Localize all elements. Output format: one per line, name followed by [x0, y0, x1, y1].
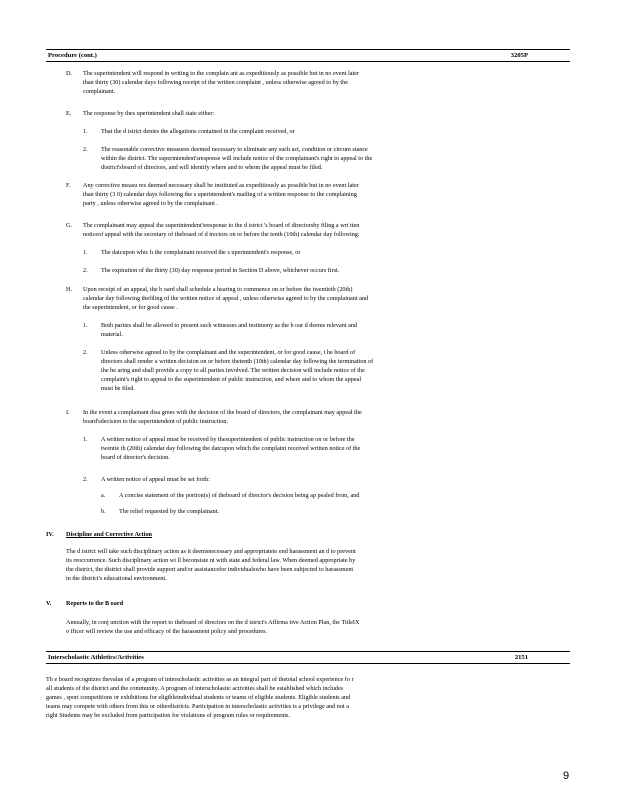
text-line: F.	[66, 182, 71, 189]
text-line: Both parties shall be allowed to present such witnesses and testimony as the b oar d deems relevant and	[101, 322, 358, 329]
header-title: Procedure (cont.)	[48, 52, 97, 59]
text-line: V.	[46, 600, 52, 607]
text-line: IV.	[46, 531, 54, 538]
text-line: G.	[66, 222, 73, 229]
text-line: board'sdecision to the superintendent of public instruction.	[83, 418, 228, 425]
text-line: 1.	[83, 249, 88, 256]
text-line: Reports to the B oard	[66, 600, 124, 607]
text-line: The superintendent will respond in writing to the complain ant as expeditiously as possible but in no event later	[83, 70, 359, 77]
text-line: Any corrective measu res deemed necessary shall be instituted as expeditiously as possible but in no event later	[83, 182, 359, 189]
text-line: 2.	[83, 267, 88, 274]
text-line: must be filed.	[101, 385, 135, 392]
text-line: The relief requested by the complainant.	[119, 508, 219, 515]
text-line: the district, the district shall provide support and/or assistancefor individualswho have been subjected to harassment	[66, 566, 354, 573]
policy-header	[46, 49, 570, 62]
text-line: Upon receipt of an appeal, the b oard shall schedule a hearing to commence on or before the twentieth (20th)	[83, 286, 353, 293]
text-line: The expiration of the thirty (30) day response period in Section D above, whichever occurs first.	[101, 267, 340, 274]
text-line: Annually, in conj unction with the report to theboard of directors on the d istrict's Affirma tive Action Plan, the TitleIX	[66, 619, 360, 626]
text-line: complaint's right to appeal to the superintendent of public instruction, and where and to whom the appeal	[101, 376, 362, 383]
text-line: o fficer will review the use and efficacy of the harassment policy and procedures.	[66, 628, 268, 635]
text-line: The reasonable corrective measures deemed necessary to eliminate any such act, condition or circum stance	[101, 146, 368, 153]
header-title-2: Interscholastic Athletics/Activities	[48, 654, 144, 661]
text-line: I.	[66, 409, 70, 416]
text-line: district'sboard of directors, and will identify where and to whom the appeal must be filed.	[101, 164, 323, 171]
text-line: b.	[101, 508, 106, 515]
text-line: In the event a complainant disa grees with the decision of the board of directors, the complainant may appeal the	[83, 409, 362, 416]
page-number: 9	[563, 770, 570, 782]
header-code: 3205P	[510, 52, 528, 59]
text-line: 1.	[83, 128, 88, 135]
text-line: a.	[101, 492, 106, 499]
text-line: The datcupon whic h the complainant received the s uperintendent's response, or	[101, 249, 301, 256]
text-line: The d istrict will take such disciplinary action as it deemsnecessary and appropriateto end harassment an d to prevent	[66, 548, 356, 555]
text-line: material.	[101, 331, 123, 338]
text-line: 1.	[83, 436, 88, 443]
header-code-2: 2151	[514, 654, 528, 661]
text-line: 2.	[83, 476, 88, 483]
text-line: A written notice of appeal must be set forth:	[101, 476, 210, 483]
text-line: The response by thes uperintendent shall state either:	[83, 110, 215, 117]
text-line: D.	[66, 70, 73, 77]
text-line: That the d istrict denies the allegations contained in the complaint received, or	[101, 128, 295, 135]
text-line: board of director's decision.	[101, 454, 170, 461]
text-line: than thirty (30) calendar days following receipt of the written complaint , unless otherwise agreed to by the	[83, 79, 348, 86]
text-line: E.	[66, 110, 72, 117]
text-line: noticeof appeal with the secretary of theboard of d irectors on or before the tenth (10th) calendar day following:	[83, 231, 360, 238]
text-line: 1.	[83, 322, 88, 329]
text-line: A concise statement of the portion(s) of theboard of director's decision being ap pealed from, and	[119, 492, 360, 499]
text-line: its reoccurrence. Such disciplinary action wi ll beconsiste nt with state and federal law. When deemed appropriate by	[66, 557, 356, 564]
text-line: 2.	[83, 349, 88, 356]
text-line: games , sport competitions or exhibitions for eligibleindividual students or teams of eligible students. Eligible students and	[46, 694, 351, 701]
text-line: right Students may be excluded from participation for violations of program rules or requirements.	[46, 712, 290, 719]
text-line: 2.	[83, 146, 88, 153]
text-line: Unless otherwise agreed to by the complainant and the superintendent, or for good cause, t he board of	[101, 349, 356, 356]
text-line: the superintendent, or for good cause .	[83, 304, 178, 311]
text-line: Discipline and Corrective Action	[66, 531, 152, 538]
text-line: H.	[66, 286, 73, 293]
text-line: the he aring and shall provide a copy to all parties involved. The written decision will include notice of the	[101, 367, 365, 374]
text-line: The complainant may appeal the superintendent'sresponse to the d istrict 's board of directorsby filing a wri tten	[83, 222, 360, 229]
text-line: within the district. The superintendent'sresponse will include notice of the complainant's right to appeal to the	[101, 155, 373, 162]
text-line: Th e board recognizes thevalue of a program of interscholastic activities as an integral part of thetotal school experience fo r	[46, 676, 354, 683]
text-line: in the district's educational environment.	[66, 575, 167, 582]
text-line: A written notice of appeal must be received by thesuperintendent of public instruction on or before the	[101, 436, 355, 443]
text-line: teams may compete with others from this or otherdistricts. Participation in interscholastic activities is a privilege and not a	[46, 703, 349, 710]
text-line: complainant.	[83, 88, 116, 95]
text-line: twentie th (20th) calendar day following the datcupon which the complaint received written notice of the	[101, 445, 361, 452]
text-line: than thirty (3 0) calendar days following the s uperintendent's mailing of a written response to the complaining	[83, 191, 357, 198]
text-line: calendar day following thefiling of the written notice of appeal , unless otherwise agreed to by the complainant and	[83, 295, 369, 302]
text-line: all students of the district and the community. A program of interscholastic activities shall be established which includes	[46, 685, 344, 692]
text-line: directors shall render a written decision on or before thetenth (10th) calendar day following the termination of	[101, 358, 374, 365]
text-line: party , unless otherwise agreed to by the complainant .	[83, 200, 218, 207]
policy-header-2	[46, 651, 570, 664]
